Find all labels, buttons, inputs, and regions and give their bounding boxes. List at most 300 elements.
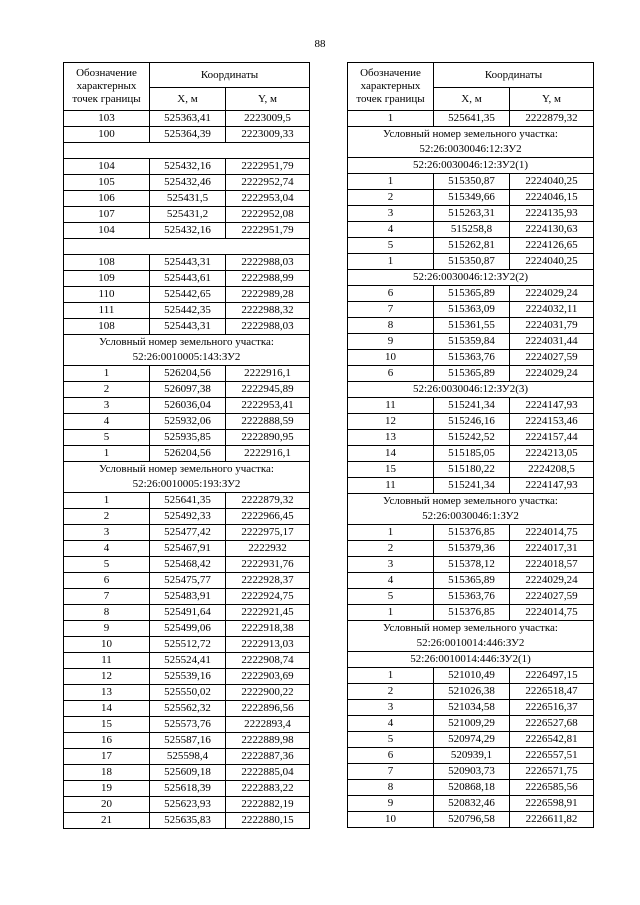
point-number-cell: 15: [348, 462, 434, 478]
table-row: [64, 223, 310, 239]
table-row: [64, 366, 310, 382]
point-number-cell: 6: [348, 748, 434, 764]
y-coordinate-cell: 2222882,19: [226, 797, 310, 813]
point-number-cell: 14: [64, 701, 150, 717]
table-row: [348, 541, 594, 557]
point-number-cell: 106: [64, 191, 150, 207]
point-number-cell: 10: [348, 350, 434, 366]
x-coordinate-cell: 520832,46: [434, 796, 510, 812]
point-number-cell: 2: [348, 541, 434, 557]
table-row: [348, 700, 594, 716]
y-coordinate-cell: 2222988,32: [226, 303, 310, 319]
point-number-cell: 8: [64, 605, 150, 621]
y-coordinate-cell: 2224014,75: [510, 605, 594, 621]
table-row: [64, 446, 310, 462]
x-coordinate-cell: 525641,35: [150, 493, 226, 509]
point-number-cell: 4: [348, 573, 434, 589]
y-coordinate-cell: 2226585,56: [510, 780, 594, 796]
x-coordinate-cell: 515379,36: [434, 541, 510, 557]
y-coordinate-cell: 2224032,11: [510, 302, 594, 318]
point-number-cell: 2: [348, 684, 434, 700]
x-coordinate-cell: 515185,05: [434, 446, 510, 462]
table-row: [64, 382, 310, 398]
x-coordinate-cell: 525432,16: [150, 223, 226, 239]
x-coordinate-cell: 525635,83: [150, 813, 226, 829]
section-title-cell: Условный номер земельного участка: 52:26:0010005:193:ЗУ2: [64, 462, 310, 493]
point-number-cell: 3: [64, 525, 150, 541]
y-coordinate-cell: 2222913,03: [226, 637, 310, 653]
table-row: [64, 159, 310, 175]
point-number-cell: 7: [348, 764, 434, 780]
y-coordinate-cell: 2226542,81: [510, 732, 594, 748]
table-row: [64, 207, 310, 223]
x-coordinate-cell: 515365,89: [434, 366, 510, 382]
table-row: [348, 206, 594, 222]
x-coordinate-cell: 515242,52: [434, 430, 510, 446]
point-number-cell: 4: [64, 541, 150, 557]
table-row: [64, 573, 310, 589]
table-row: [348, 573, 594, 589]
point-number-cell: 16: [64, 733, 150, 749]
table-row: [348, 430, 594, 446]
x-coordinate-cell: 525431,5: [150, 191, 226, 207]
y-coordinate-cell: 2222952,74: [226, 175, 310, 191]
point-number-cell: 111: [64, 303, 150, 319]
x-coordinate-cell: 526204,56: [150, 366, 226, 382]
y-coordinate-cell: 2224153,46: [510, 414, 594, 430]
section-header-row: [348, 270, 594, 286]
point-number-cell: 104: [64, 223, 150, 239]
x-coordinate-cell: 521034,58: [434, 700, 510, 716]
point-number-cell: 6: [348, 286, 434, 302]
point-number-cell: 110: [64, 287, 150, 303]
y-coordinate-cell: 2222885,04: [226, 765, 310, 781]
point-number-cell: 7: [348, 302, 434, 318]
y-coordinate-cell: 2224130,63: [510, 222, 594, 238]
spacer-cell: [64, 239, 310, 255]
table-row: [348, 748, 594, 764]
x-coordinate-cell: 525432,46: [150, 175, 226, 191]
x-coordinate-cell: 525431,2: [150, 207, 226, 223]
x-coordinate-cell: 515180,22: [434, 462, 510, 478]
table-row: [64, 701, 310, 717]
y-coordinate-cell: 2224027,59: [510, 350, 594, 366]
y-coordinate-cell: 2226497,15: [510, 668, 594, 684]
point-number-cell: 103: [64, 111, 150, 127]
x-coordinate-cell: 515262,81: [434, 238, 510, 254]
x-coordinate-cell: 525935,85: [150, 430, 226, 446]
table-row: [64, 175, 310, 191]
x-coordinate-cell: 515363,09: [434, 302, 510, 318]
section-header-row: [348, 158, 594, 174]
point-number-cell: 5: [348, 732, 434, 748]
x-coordinate-cell: 525443,61: [150, 271, 226, 287]
coordinates-table-left: [63, 62, 310, 829]
y-coordinate-cell: 2222921,45: [226, 605, 310, 621]
table-row: [348, 238, 594, 254]
section-title-cell: 52:26:0030046:12:ЗУ2(2): [348, 270, 594, 286]
y-header: Y, м: [226, 88, 310, 111]
table-row: [348, 350, 594, 366]
point-number-cell: 1: [348, 525, 434, 541]
x-coordinate-cell: 525641,35: [434, 111, 510, 127]
table-header: [64, 63, 310, 111]
table-row: [64, 493, 310, 509]
point-number-cell: 13: [348, 430, 434, 446]
point-number-cell: 5: [64, 557, 150, 573]
table-row: [348, 302, 594, 318]
point-number-cell: 11: [348, 478, 434, 494]
table-row: [348, 462, 594, 478]
point-number-cell: 11: [64, 653, 150, 669]
spacer-row: [64, 143, 310, 159]
table-row: [64, 287, 310, 303]
x-header: X, м: [150, 88, 226, 111]
x-coordinate-cell: 525524,41: [150, 653, 226, 669]
table-row: [64, 525, 310, 541]
table-row: [64, 430, 310, 446]
x-coordinate-cell: 515376,85: [434, 525, 510, 541]
x-coordinate-cell: 521010,49: [434, 668, 510, 684]
y-coordinate-cell: 2222988,03: [226, 255, 310, 271]
section-header-row: [348, 494, 594, 525]
x-coordinate-cell: 525432,16: [150, 159, 226, 175]
table-row: [64, 414, 310, 430]
table-row: [348, 111, 594, 127]
table-row: [348, 398, 594, 414]
table-row: [64, 637, 310, 653]
point-number-cell: 5: [348, 589, 434, 605]
point-number-cell: 1: [348, 254, 434, 270]
y-coordinate-cell: 2223009,33: [226, 127, 310, 143]
table-row: [64, 685, 310, 701]
x-coordinate-cell: 525443,31: [150, 319, 226, 335]
table-row: [64, 749, 310, 765]
point-number-cell: 6: [348, 366, 434, 382]
table-row: [64, 733, 310, 749]
x-coordinate-cell: 520796,58: [434, 812, 510, 828]
point-number-cell: 6: [64, 573, 150, 589]
x-coordinate-cell: 515241,34: [434, 478, 510, 494]
point-number-cell: 9: [348, 796, 434, 812]
y-coordinate-cell: 2222889,98: [226, 733, 310, 749]
point-number-cell: 100: [64, 127, 150, 143]
y-coordinate-cell: 2224147,93: [510, 398, 594, 414]
table-row: [64, 541, 310, 557]
x-coordinate-cell: 526097,38: [150, 382, 226, 398]
x-coordinate-cell: 515350,87: [434, 174, 510, 190]
point-number-cell: 1: [348, 668, 434, 684]
x-coordinate-cell: 515378,12: [434, 557, 510, 573]
point-number-cell: 104: [64, 159, 150, 175]
table-row: [64, 398, 310, 414]
x-coordinate-cell: 520868,18: [434, 780, 510, 796]
x-coordinate-cell: 525562,32: [150, 701, 226, 717]
point-number-cell: 1: [64, 446, 150, 462]
y-coordinate-cell: 2224029,24: [510, 573, 594, 589]
x-coordinate-cell: 525491,64: [150, 605, 226, 621]
table-row: [64, 717, 310, 733]
table-row: [348, 446, 594, 462]
y-coordinate-cell: 2226611,82: [510, 812, 594, 828]
section-title-cell: Условный номер земельного участка: 52:26:0030046:12:ЗУ2: [348, 127, 594, 158]
x-coordinate-cell: 525483,91: [150, 589, 226, 605]
point-number-cell: 7: [64, 589, 150, 605]
y-coordinate-cell: 2226598,91: [510, 796, 594, 812]
table-row: [64, 557, 310, 573]
point-number-cell: 9: [64, 621, 150, 637]
y-coordinate-cell: 2222928,37: [226, 573, 310, 589]
y-coordinate-cell: 2226516,37: [510, 700, 594, 716]
section-title-cell: Условный номер земельного участка: 52:26:0010014:446:ЗУ2: [348, 621, 594, 652]
y-coordinate-cell: 2226571,75: [510, 764, 594, 780]
table-row: [348, 557, 594, 573]
point-number-cell: 1: [64, 366, 150, 382]
y-coordinate-cell: 2222931,76: [226, 557, 310, 573]
section-header-row: [64, 335, 310, 366]
point-number-cell: 4: [64, 414, 150, 430]
y-coordinate-cell: 2224147,93: [510, 478, 594, 494]
table-row: [348, 796, 594, 812]
x-coordinate-cell: 515246,16: [434, 414, 510, 430]
table-row: [348, 318, 594, 334]
x-coordinate-cell: 515365,89: [434, 286, 510, 302]
x-coordinate-cell: 525442,35: [150, 303, 226, 319]
x-coordinate-cell: 526036,04: [150, 398, 226, 414]
point-number-cell: 3: [348, 700, 434, 716]
y-coordinate-cell: 2224135,93: [510, 206, 594, 222]
point-number-cell: 14: [348, 446, 434, 462]
spacer-row: [64, 239, 310, 255]
section-header-row: [348, 127, 594, 158]
x-coordinate-cell: 525475,77: [150, 573, 226, 589]
y-header: Y, м: [510, 88, 594, 111]
y-coordinate-cell: 2224027,59: [510, 589, 594, 605]
table-row: [348, 764, 594, 780]
x-coordinate-cell: 515359,84: [434, 334, 510, 350]
point-number-cell: 13: [64, 685, 150, 701]
point-number-cell: 20: [64, 797, 150, 813]
point-number-cell: 15: [64, 717, 150, 733]
y-coordinate-cell: 2222883,22: [226, 781, 310, 797]
y-coordinate-cell: 2222966,45: [226, 509, 310, 525]
x-coordinate-cell: 525477,42: [150, 525, 226, 541]
x-coordinate-cell: 525539,16: [150, 669, 226, 685]
x-coordinate-cell: 525467,91: [150, 541, 226, 557]
y-coordinate-cell: 2224031,44: [510, 334, 594, 350]
point-number-cell: 3: [348, 206, 434, 222]
y-coordinate-cell: 2222893,4: [226, 717, 310, 733]
x-coordinate-cell: 521009,29: [434, 716, 510, 732]
table-row: [348, 605, 594, 621]
point-number-cell: 1: [348, 174, 434, 190]
point-number-cell: 2: [348, 190, 434, 206]
section-title-cell: 52:26:0030046:12:ЗУ2(1): [348, 158, 594, 174]
section-header-row: [64, 462, 310, 493]
point-number-cell: 12: [348, 414, 434, 430]
x-coordinate-cell: 515376,85: [434, 605, 510, 621]
table-row: [348, 254, 594, 270]
section-header-row: [348, 652, 594, 668]
section-header-row: [348, 382, 594, 398]
y-coordinate-cell: 2222975,17: [226, 525, 310, 541]
y-coordinate-cell: 2224213,05: [510, 446, 594, 462]
point-number-cell: 11: [348, 398, 434, 414]
y-coordinate-cell: 2226527,68: [510, 716, 594, 732]
y-coordinate-cell: 2222918,38: [226, 621, 310, 637]
table-row: [348, 668, 594, 684]
point-number-cell: 10: [64, 637, 150, 653]
y-coordinate-cell: 2222988,03: [226, 319, 310, 335]
coordinates-table-right: [347, 62, 594, 828]
point-number-cell: 2: [64, 382, 150, 398]
point-number-cell: 12: [64, 669, 150, 685]
y-coordinate-cell: 2224018,57: [510, 557, 594, 573]
y-coordinate-cell: 2222896,56: [226, 701, 310, 717]
point-number-cell: 108: [64, 319, 150, 335]
section-title-cell: Условный номер земельного участка: 52:26:0010005:143:ЗУ2: [64, 335, 310, 366]
point-number-cell: 1: [348, 111, 434, 127]
x-coordinate-cell: 520903,73: [434, 764, 510, 780]
y-coordinate-cell: 2222879,32: [510, 111, 594, 127]
y-coordinate-cell: 2222887,36: [226, 749, 310, 765]
y-coordinate-cell: 2222888,59: [226, 414, 310, 430]
page-number: 88: [314, 38, 326, 50]
x-coordinate-cell: 525512,72: [150, 637, 226, 653]
coords-header: Координаты: [150, 63, 310, 88]
x-coordinate-cell: 515363,76: [434, 589, 510, 605]
x-coordinate-cell: 515258,8: [434, 222, 510, 238]
x-coordinate-cell: 525932,06: [150, 414, 226, 430]
table-row: [64, 303, 310, 319]
point-number-cell: 8: [348, 318, 434, 334]
y-coordinate-cell: 2224014,75: [510, 525, 594, 541]
y-coordinate-cell: 2224157,44: [510, 430, 594, 446]
y-coordinate-cell: 2222988,99: [226, 271, 310, 287]
section-title-cell: Условный номер земельного участка: 52:26:0030046:1:ЗУ2: [348, 494, 594, 525]
point-number-cell: 3: [348, 557, 434, 573]
y-coordinate-cell: 2223009,5: [226, 111, 310, 127]
point-number-cell: 8: [348, 780, 434, 796]
y-coordinate-cell: 2222880,15: [226, 813, 310, 829]
x-coordinate-cell: 525587,16: [150, 733, 226, 749]
table-row: [64, 813, 310, 829]
y-coordinate-cell: 2224040,25: [510, 174, 594, 190]
table-row: [348, 732, 594, 748]
table-row: [64, 605, 310, 621]
point-number-cell: 10: [348, 812, 434, 828]
point-label-header: Обозначение характерных точек границы: [348, 63, 434, 111]
y-coordinate-cell: 2222953,41: [226, 398, 310, 414]
table-row: [64, 255, 310, 271]
y-coordinate-cell: 2224046,15: [510, 190, 594, 206]
x-coordinate-cell: 525623,93: [150, 797, 226, 813]
table-row: [64, 781, 310, 797]
table-row: [348, 716, 594, 732]
y-coordinate-cell: 2226518,47: [510, 684, 594, 700]
point-number-cell: 5: [64, 430, 150, 446]
y-coordinate-cell: 2224126,65: [510, 238, 594, 254]
y-coordinate-cell: 2224040,25: [510, 254, 594, 270]
y-coordinate-cell: 2222916,1: [226, 366, 310, 382]
y-coordinate-cell: 2222953,04: [226, 191, 310, 207]
point-number-cell: 105: [64, 175, 150, 191]
point-number-cell: 4: [348, 222, 434, 238]
table-row: [348, 286, 594, 302]
y-coordinate-cell: 2224031,79: [510, 318, 594, 334]
x-coordinate-cell: 521026,38: [434, 684, 510, 700]
spacer-cell: [64, 143, 310, 159]
point-number-cell: 17: [64, 749, 150, 765]
x-coordinate-cell: 525550,02: [150, 685, 226, 701]
y-coordinate-cell: 2222945,89: [226, 382, 310, 398]
table-row: [64, 271, 310, 287]
x-coordinate-cell: 525443,31: [150, 255, 226, 271]
y-coordinate-cell: 2224208,5: [510, 462, 594, 478]
point-number-cell: 3: [64, 398, 150, 414]
table-row: [64, 509, 310, 525]
point-number-cell: 5: [348, 238, 434, 254]
x-coordinate-cell: 515241,34: [434, 398, 510, 414]
point-number-cell: 107: [64, 207, 150, 223]
table-row: [64, 669, 310, 685]
y-coordinate-cell: 2222908,74: [226, 653, 310, 669]
x-coordinate-cell: 525573,76: [150, 717, 226, 733]
table-row: [64, 653, 310, 669]
table-row: [348, 366, 594, 382]
y-coordinate-cell: 2222903,69: [226, 669, 310, 685]
x-coordinate-cell: 515349,66: [434, 190, 510, 206]
table-row: [348, 190, 594, 206]
table-body: [64, 111, 310, 829]
table-row: [64, 191, 310, 207]
y-coordinate-cell: 2222951,79: [226, 159, 310, 175]
y-coordinate-cell: 2222924,75: [226, 589, 310, 605]
x-coordinate-cell: 515363,76: [434, 350, 510, 366]
x-coordinate-cell: 525618,39: [150, 781, 226, 797]
y-coordinate-cell: 2224029,24: [510, 286, 594, 302]
table-row: [64, 111, 310, 127]
y-coordinate-cell: 2222989,28: [226, 287, 310, 303]
section-title-cell: 52:26:0010014:446:ЗУ2(1): [348, 652, 594, 668]
point-label-header: Обозначение характерных точек границы: [64, 63, 150, 111]
point-number-cell: 109: [64, 271, 150, 287]
table-row: [64, 127, 310, 143]
x-coordinate-cell: 525442,65: [150, 287, 226, 303]
y-coordinate-cell: 2224017,31: [510, 541, 594, 557]
table-row: [64, 319, 310, 335]
point-number-cell: 108: [64, 255, 150, 271]
point-number-cell: 9: [348, 334, 434, 350]
x-coordinate-cell: 525499,06: [150, 621, 226, 637]
x-coordinate-cell: 526204,56: [150, 446, 226, 462]
x-coordinate-cell: 525468,42: [150, 557, 226, 573]
point-number-cell: 19: [64, 781, 150, 797]
x-coordinate-cell: 515365,89: [434, 573, 510, 589]
y-coordinate-cell: 2222951,79: [226, 223, 310, 239]
y-coordinate-cell: 2222879,32: [226, 493, 310, 509]
point-number-cell: 2: [64, 509, 150, 525]
table-row: [348, 174, 594, 190]
coords-header: Координаты: [434, 63, 594, 88]
table-body: [348, 111, 594, 828]
x-coordinate-cell: 525609,18: [150, 765, 226, 781]
point-number-cell: 1: [64, 493, 150, 509]
y-coordinate-cell: 2222900,22: [226, 685, 310, 701]
x-coordinate-cell: 525363,41: [150, 111, 226, 127]
table-row: [348, 589, 594, 605]
section-title-cell: 52:26:0030046:12:ЗУ2(3): [348, 382, 594, 398]
